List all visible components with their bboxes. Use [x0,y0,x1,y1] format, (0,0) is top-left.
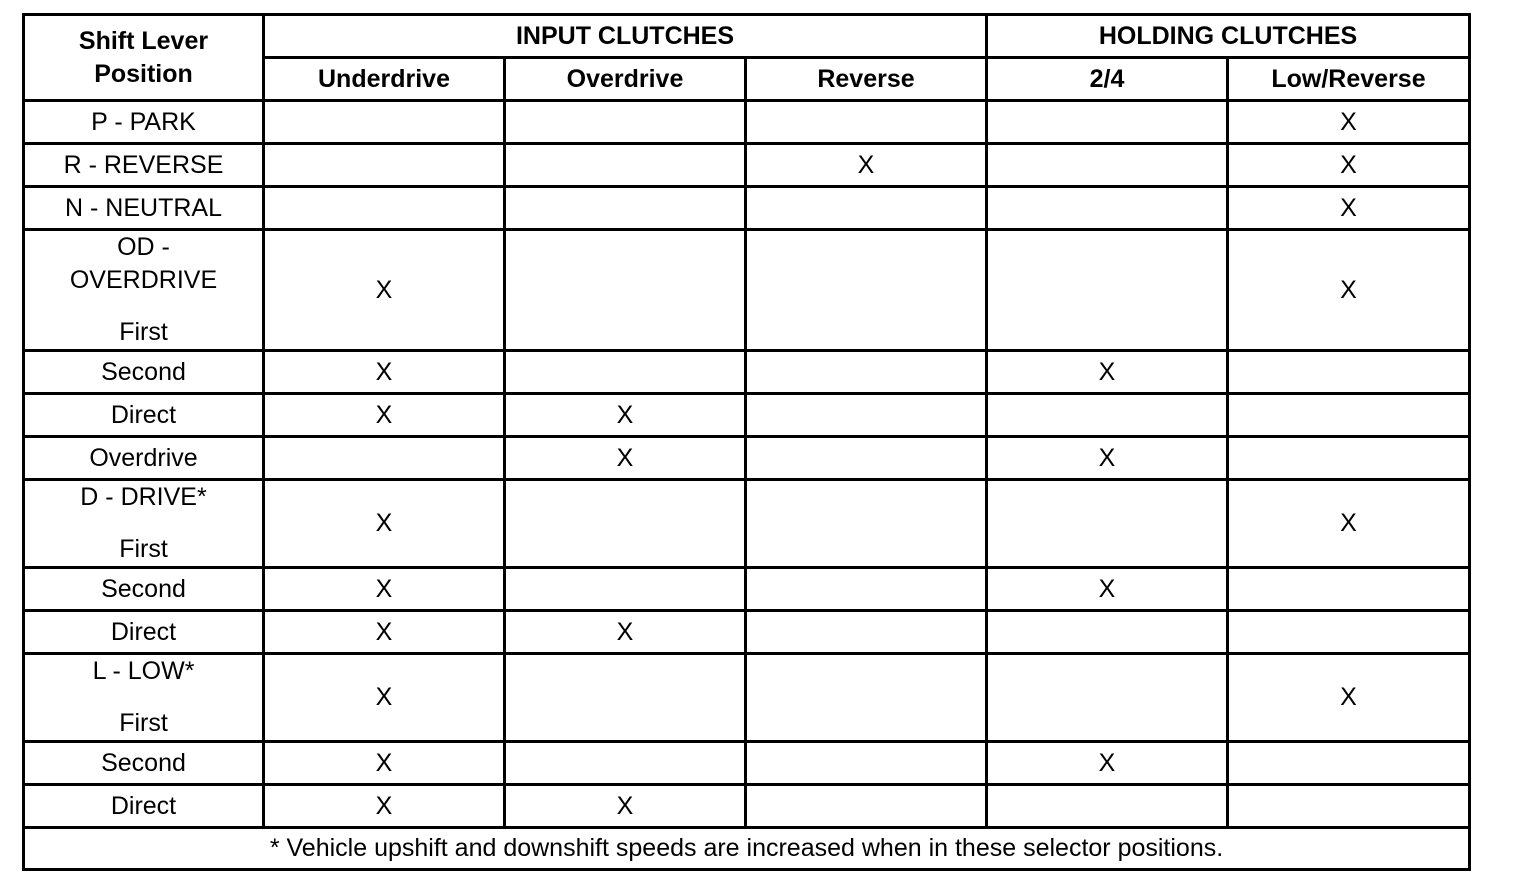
reverse-cell [746,187,987,230]
underdrive-cell: X [264,611,505,654]
low-reverse-cell: X [1228,230,1470,351]
two-four-cell [987,230,1228,351]
position-group-label: D - DRIVE* [80,483,207,511]
position-cell [24,187,264,230]
reverse-cell [746,480,987,568]
table-row [24,742,1470,785]
reverse-cell [746,785,987,828]
table-row [24,611,1470,654]
position-cell [24,654,264,742]
reverse-cell [746,654,987,742]
two-four-cell: X [987,437,1228,480]
low-reverse-cell [1228,611,1470,654]
low-reverse-cell [1228,742,1470,785]
overdrive-cell [505,568,746,611]
underdrive-cell [264,437,505,480]
position-cell [24,568,264,611]
reverse-cell: X [746,144,987,187]
underdrive-cell [264,101,505,144]
two-four-cell [987,101,1228,144]
position-label: First [119,535,168,563]
table-row [24,480,1470,568]
overdrive-cell [505,480,746,568]
reverse-cell [746,101,987,144]
two-four-cell: X [987,742,1228,785]
table-row [24,230,1470,351]
underdrive-cell [264,187,505,230]
position-label: Second [101,748,186,777]
shift-lever-position-header: Shift Lever Position [24,15,264,101]
position-label: First [119,318,168,346]
overdrive-cell [505,351,746,394]
underdrive-cell: X [264,480,505,568]
reverse-cell [746,394,987,437]
position-label: P - PARK [91,107,196,136]
overdrive-cell: X [505,437,746,480]
header-group-row [24,15,1470,58]
two-four-cell [987,611,1228,654]
overdrive-cell [505,144,746,187]
position-cell [24,785,264,828]
reverse-cell [746,568,987,611]
overdrive-cell [505,230,746,351]
position-cell [24,611,264,654]
position-label: First [119,709,168,737]
low-reverse-cell: X [1228,480,1470,568]
table-row [24,568,1470,611]
position-label: Second [101,357,186,386]
underdrive-cell: X [264,351,505,394]
position-label: Overdrive [89,443,198,472]
position-cell [24,742,264,785]
table-row [24,437,1470,480]
low-reverse-cell [1228,394,1470,437]
position-label: Direct [110,791,177,820]
table-row [24,144,1470,187]
position-group-label: OD - OVERDRIVE [69,233,218,294]
reverse-cell [746,351,987,394]
position-label: N - NEUTRAL [65,193,222,222]
overdrive-cell [505,742,746,785]
two-four-cell [987,187,1228,230]
table-row [24,101,1470,144]
low-reverse-cell: X [1228,187,1470,230]
low-reverse-cell [1228,785,1470,828]
underdrive-cell: X [264,785,505,828]
underdrive-cell [264,144,505,187]
footnote: * Vehicle upshift and downshift speeds are increased when in these selector positions. [24,828,1470,870]
low-reverse-cell: X [1228,144,1470,187]
overdrive-cell [505,101,746,144]
table-row [24,654,1470,742]
position-cell [24,144,264,187]
low-reverse-cell [1228,437,1470,480]
underdrive-cell: X [264,394,505,437]
overdrive-cell: X [505,785,746,828]
two-four-cell [987,480,1228,568]
input-clutches-header: INPUT CLUTCHES [264,15,987,58]
two-four-cell [987,394,1228,437]
reverse-cell [746,611,987,654]
low-reverse-header: Low/Reverse [1228,58,1470,101]
position-cell [24,480,264,568]
two-four-cell: X [987,351,1228,394]
overdrive-cell: X [505,394,746,437]
reverse-cell [746,437,987,480]
table-row [24,187,1470,230]
two-four-cell [987,785,1228,828]
clutch-application-table [22,13,1471,871]
two-four-cell: X [987,568,1228,611]
table-row [24,785,1470,828]
underdrive-cell: X [264,654,505,742]
position-cell [24,101,264,144]
underdrive-cell: X [264,230,505,351]
underdrive-cell: X [264,742,505,785]
low-reverse-cell [1228,568,1470,611]
position-label: R - REVERSE [63,150,224,179]
low-reverse-cell: X [1228,101,1470,144]
underdrive-cell: X [264,568,505,611]
table-row [24,394,1470,437]
two-four-header: 2/4 [987,58,1228,101]
table-body [24,101,1470,828]
overdrive-header: Overdrive [505,58,746,101]
footnote-row [24,828,1470,870]
position-label: Direct [110,400,177,429]
position-cell [24,351,264,394]
position-cell [24,437,264,480]
position-cell [24,230,264,351]
holding-clutches-header: HOLDING CLUTCHES [987,15,1470,58]
position-cell [24,394,264,437]
overdrive-cell [505,654,746,742]
reverse-cell [746,742,987,785]
two-four-cell [987,144,1228,187]
reverse-cell [746,230,987,351]
position-label: Second [101,574,186,603]
overdrive-cell: X [505,611,746,654]
low-reverse-cell [1228,351,1470,394]
position-label: Direct [110,617,177,646]
underdrive-header: Underdrive [264,58,505,101]
reverse-header: Reverse [746,58,987,101]
table-row [24,351,1470,394]
two-four-cell [987,654,1228,742]
overdrive-cell [505,187,746,230]
low-reverse-cell: X [1228,654,1470,742]
position-group-label: L - LOW* [92,657,195,685]
